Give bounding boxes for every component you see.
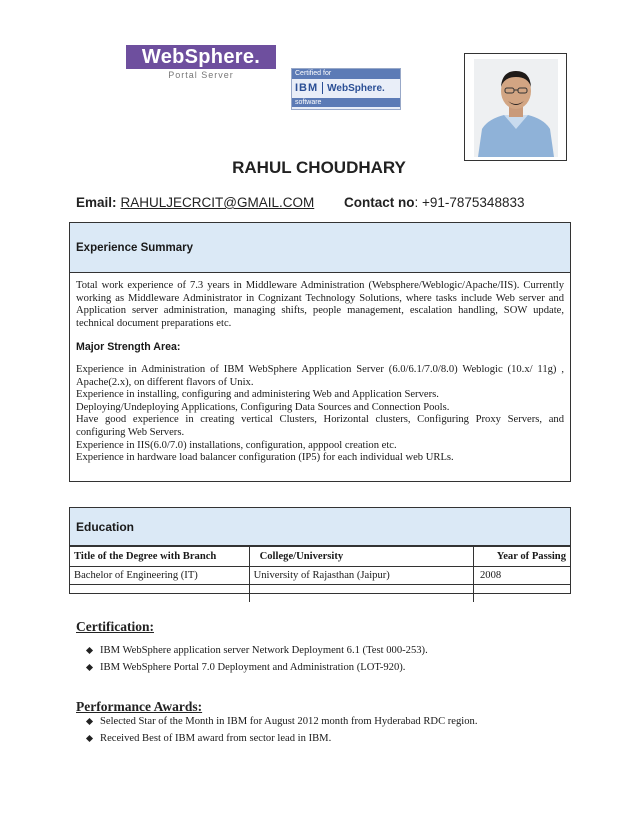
badge-separator bbox=[322, 82, 323, 94]
websphere-logo-text: WebSphere. bbox=[126, 45, 276, 69]
profile-photo bbox=[464, 53, 567, 161]
websphere-portal-logo bbox=[126, 45, 276, 81]
table-cell bbox=[70, 585, 249, 603]
strength-line: Deploying/Undeploying Applications, Configuring Data Sources and Connection Pools. bbox=[76, 401, 450, 413]
table-cell bbox=[249, 585, 473, 603]
experience-summary-section bbox=[69, 222, 571, 482]
diamond-bullet-icon bbox=[86, 664, 93, 671]
experience-summary-body bbox=[70, 273, 570, 465]
performance-awards-heading: Performance Awards: bbox=[76, 699, 203, 714]
badge-main bbox=[292, 79, 400, 97]
column-header-degree: Title of the Degree with Branch bbox=[70, 547, 249, 567]
table-cell: 2008 bbox=[473, 567, 570, 585]
list-item-text: Selected Star of the Month in IBM for August 2012 month from Hyderabad RDC region. bbox=[100, 716, 478, 727]
column-header-college: College/University bbox=[249, 547, 473, 567]
strength-line: Have good experience in creating vertical Clusters, Horizontal clusters, Configuring Proxy Servers, and configuring Web Servers. bbox=[76, 414, 564, 438]
diamond-bullet-icon bbox=[86, 647, 93, 654]
email-label: Email: bbox=[76, 195, 117, 210]
list-item-text: IBM WebSphere application server Network Deployment 6.1 (Test 000-253). bbox=[100, 645, 428, 656]
contact-value: : +91-7875348833 bbox=[414, 195, 525, 210]
experience-summary-text: Total work experience of 7.3 years in Middleware Administration (Websphere/Weblogic/Apache/IIS). Currently working as Middleware Administrator in Cognizant Technology Solutions, where tasks include Web server and Application server administration, managing shifts, people management, escalation handling, SOW update, technical document preparations etc. bbox=[76, 280, 564, 329]
strength-line: Experience in Administration of IBM WebSphere Application Server (6.0/6.1/7.0/8.0) Weblogic (10.x/ 11g) , Apache(2.x), on different flavors of Unix. bbox=[76, 363, 564, 388]
email-link[interactable]: RAHULJECRCIT@GMAIL.COM bbox=[120, 195, 315, 210]
table-row bbox=[70, 585, 570, 603]
list-item bbox=[86, 659, 428, 676]
awards-list bbox=[86, 713, 478, 747]
strength-line: Experience in installing, configuring and administering Web and Application Servers. bbox=[76, 389, 439, 401]
ibm-logo-text: IBM bbox=[295, 82, 319, 94]
education-section bbox=[69, 507, 571, 594]
list-item bbox=[86, 730, 478, 747]
experience-summary-heading: Experience Summary bbox=[70, 223, 570, 273]
websphere-logo-subtitle: Portal Server bbox=[168, 70, 234, 80]
contact-line bbox=[76, 195, 576, 210]
certification-heading: Certification: bbox=[76, 619, 154, 634]
education-table bbox=[70, 546, 570, 602]
table-cell bbox=[473, 585, 570, 603]
contact-number bbox=[344, 195, 524, 210]
list-item bbox=[86, 713, 478, 730]
badge-product-text: WebSphere. bbox=[327, 82, 385, 94]
badge-software-text: software bbox=[292, 98, 400, 107]
certification-list bbox=[86, 642, 428, 676]
strength-line: Experience in hardware load balancer configuration (IP5) for each individual web URLs. bbox=[76, 452, 454, 464]
column-header-year: Year of Passing bbox=[473, 547, 570, 567]
contact-label: Contact no bbox=[344, 195, 415, 210]
list-item-text: Received Best of IBM award from sector lead in IBM. bbox=[100, 733, 332, 744]
strength-line: Experience in IIS(6.0/7.0) installations, configuration, apppool creation etc. bbox=[76, 439, 397, 451]
badge-certified-text: Certified for bbox=[292, 69, 400, 79]
diamond-bullet-icon bbox=[86, 735, 93, 742]
list-item-text: IBM WebSphere Portal 7.0 Deployment and Administration (LOT-920). bbox=[100, 662, 406, 673]
ibm-certified-badge bbox=[291, 68, 401, 110]
person-portrait-icon bbox=[474, 59, 558, 157]
table-row bbox=[70, 567, 570, 585]
table-header-row bbox=[70, 547, 570, 567]
candidate-name: RAHUL CHOUDHARY bbox=[232, 158, 406, 177]
table-cell: Bachelor of Engineering (IT) bbox=[70, 567, 249, 585]
major-strength-heading: Major Strength Area: bbox=[76, 341, 181, 354]
table-cell: University of Rajasthan (Jaipur) bbox=[249, 567, 473, 585]
education-heading: Education bbox=[70, 508, 570, 546]
diamond-bullet-icon bbox=[86, 718, 93, 725]
list-item bbox=[86, 642, 428, 659]
